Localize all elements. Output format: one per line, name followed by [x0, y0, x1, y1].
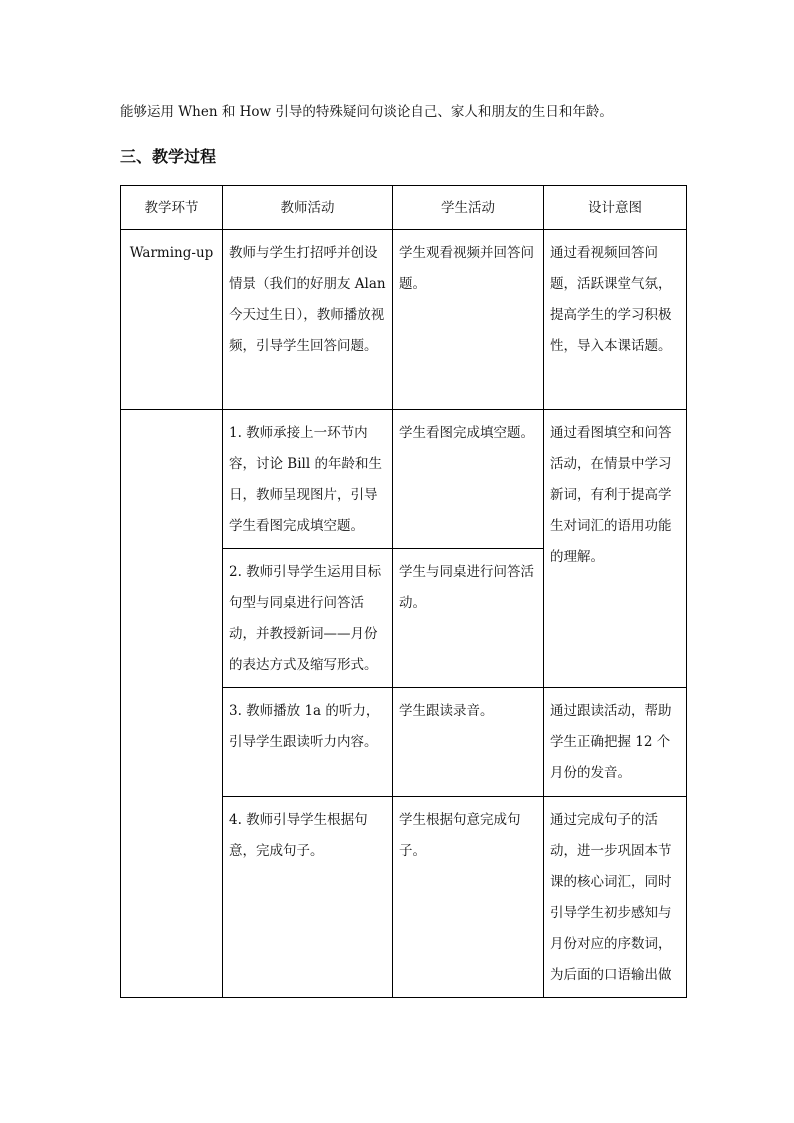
design-intent-cell: 通过看图填空和问答活动，在情景中学习新词，有利于提高学生对词汇的语用功能的理解。 [544, 410, 687, 688]
stage-cell [121, 410, 223, 998]
teacher-activity-cell: 3. 教师播放 1a 的听力，引导学生跟读听力内容。 [223, 688, 393, 797]
student-activity-cell: 学生根据句意完成句子。 [393, 797, 544, 998]
design-intent-cell: 通过看视频回答问题，活跃课堂气氛，提高学生的学习积极性，导入本课话题。 [544, 230, 687, 410]
teaching-process-table [120, 185, 687, 998]
student-activity-cell: 学生跟读录音。 [393, 688, 544, 797]
student-activity-cell: 学生观看视频并回答问题。 [393, 230, 544, 410]
section-title: 三、教学过程 [120, 147, 217, 166]
teacher-activity-cell: 4. 教师引导学生根据句意，完成句子。 [223, 797, 393, 998]
intro-paragraph: 能够运用 When 和 How 引导的特殊疑问句谈论自己、家人和朋友的生日和年龄。 [120, 104, 613, 120]
teacher-activity-cell: 2. 教师引导学生运用目标句型与同桌进行问答活动，并教授新词——月份的表达方式及缩写形式。 [223, 549, 393, 688]
stage-cell: Warming-up [121, 230, 223, 410]
student-activity-cell: 学生看图完成填空题。 [393, 410, 544, 549]
design-intent-cell: 通过跟读活动，帮助学生正确把握 12 个月份的发音。 [544, 688, 687, 797]
student-activity-cell: 学生与同桌进行问答活动。 [393, 549, 544, 688]
table-row [121, 410, 687, 549]
design-intent-cell: 通过完成句子的活动，进一步巩固本节课的核心词汇，同时引导学生初步感知与月份对应的序数词，为后面的口语输出做 [544, 797, 687, 998]
table-row [121, 230, 687, 410]
teacher-activity-cell: 教师与学生打招呼并创设情景（我们的好朋友 Alan 今天过生日），教师播放视频，引导学生回答问题。 [223, 230, 393, 410]
header-stage: 教学环节 [121, 186, 223, 230]
teacher-activity-cell: 1. 教师承接上一环节内容，讨论 Bill 的年龄和生日，教师呈现图片，引导学生看图完成填空题。 [223, 410, 393, 549]
header-teacher: 教师活动 [223, 186, 393, 230]
header-intent: 设计意图 [544, 186, 687, 230]
table-header-row [121, 186, 687, 230]
header-student: 学生活动 [393, 186, 544, 230]
